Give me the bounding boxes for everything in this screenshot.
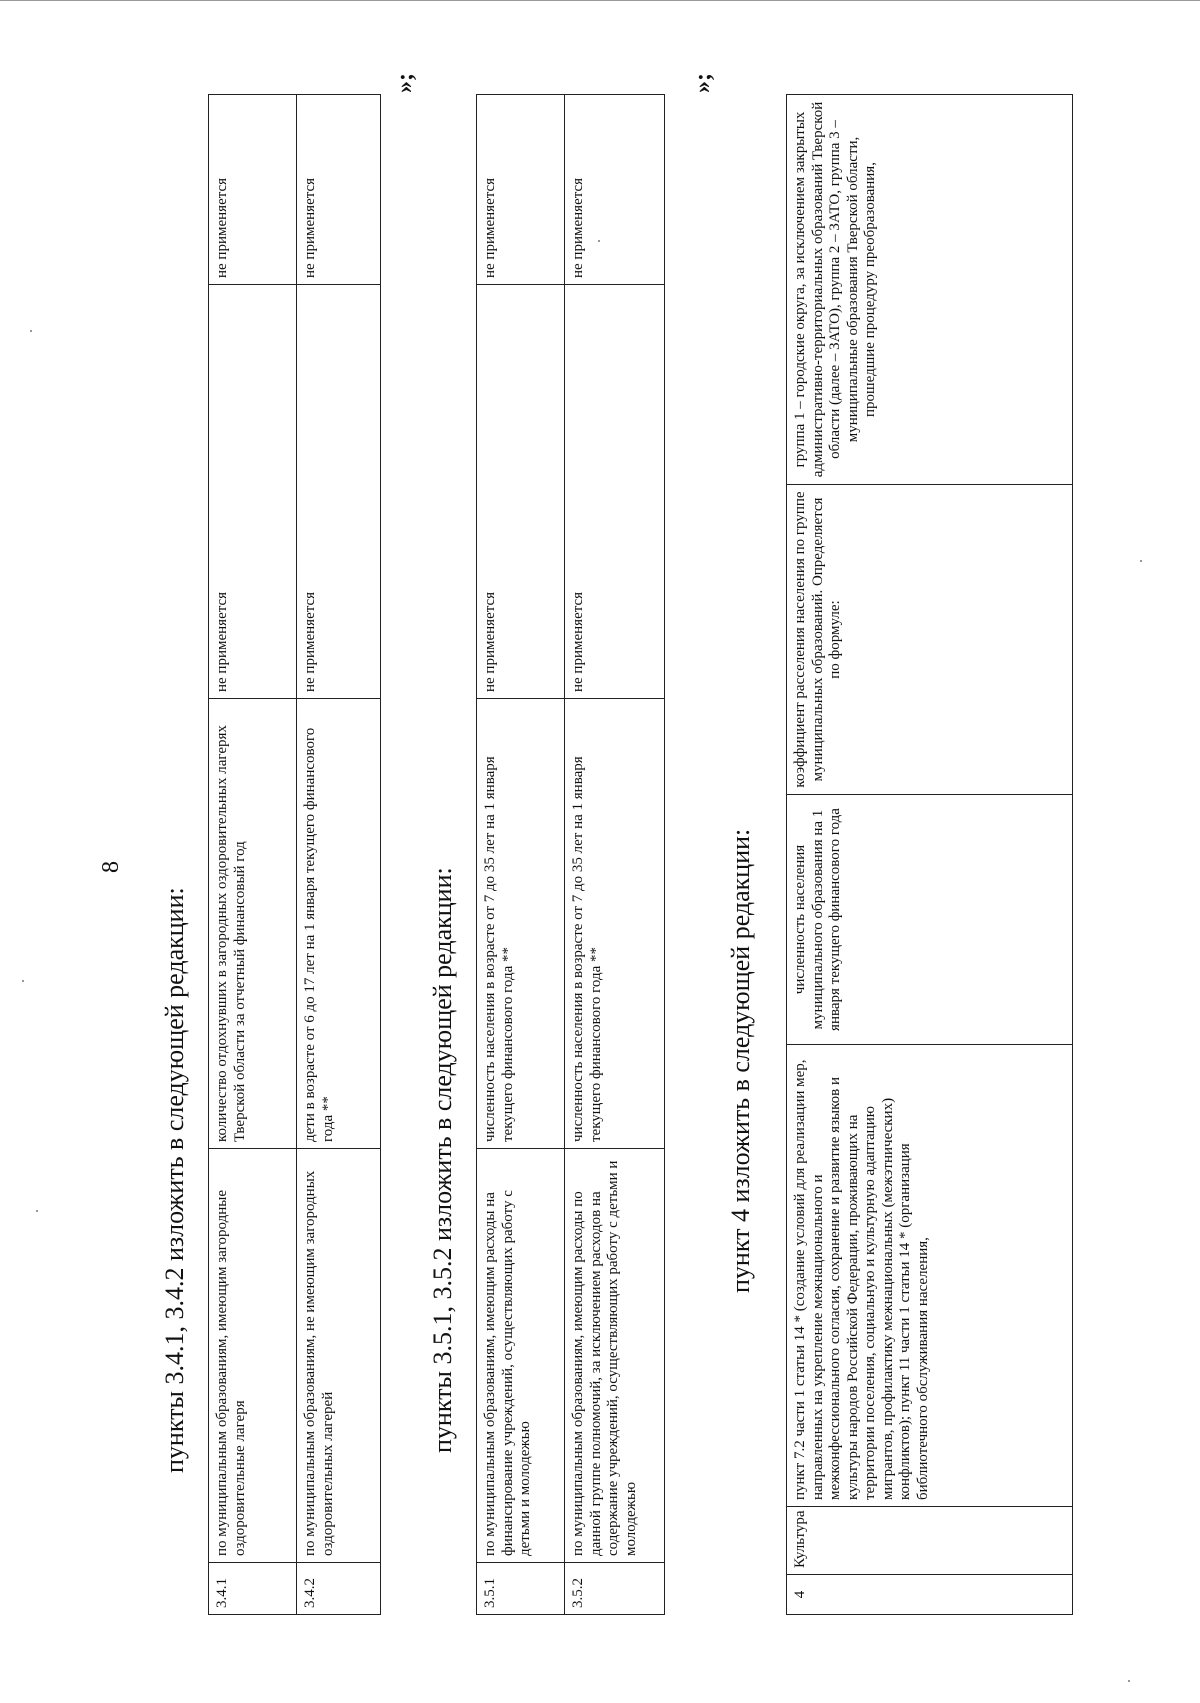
section-heading-3-5: пункты 3.5.1, 3.5.2 изложить в следующей редакции: — [428, 867, 457, 1453]
row-groups: не применяется — [209, 95, 297, 285]
row-name: по муниципальным образованиям, имеющим загородные оздоровительные лагеря — [209, 1149, 297, 1563]
closing-quote: »; — [392, 73, 418, 93]
row-number: 3.5.2 — [565, 1563, 665, 1615]
table-row — [787, 95, 1073, 1615]
row-indicator: дети в возрасте от 6 до 17 лет на 1 января текущего финансового года ** — [297, 699, 381, 1149]
row-coefficient: коэффициент расселения населения по группе муниципальных образований. Определяется по формуле: — [787, 485, 1073, 795]
row-indicator: численность населения в возрасте от 7 до 35 лет на 1 января текущего финансового года ** — [477, 699, 565, 1149]
row-number: 3.4.2 — [297, 1563, 381, 1615]
row-name: по муниципальным образованиям, имеющим расходы на финансирование учреждений, осуществляющих работу с детьми и молодежью — [477, 1149, 565, 1563]
scan-speck — [22, 980, 24, 982]
section-heading-4: пункт 4 изложить в следующей редакции: — [726, 828, 755, 1293]
row-groups: не применяется — [297, 95, 381, 285]
closing-quote: »; — [690, 73, 716, 93]
row-category: Культура — [787, 1507, 1073, 1575]
table-row — [209, 95, 297, 1615]
row-name: по муниципальным образованиям, не имеющим загородных оздоровительных лагерей — [297, 1149, 381, 1563]
row-coefficient: не применяется — [297, 285, 381, 699]
row-number: 4 — [787, 1575, 1073, 1615]
scan-speck — [598, 240, 600, 242]
table-3-5 — [476, 94, 665, 1615]
table-3-4 — [208, 94, 381, 1615]
row-coefficient: не применяется — [565, 285, 665, 699]
row-coefficient: не применяется — [477, 285, 565, 699]
row-name: пункт 7.2 части 1 статьи 14 * (создание условий для реализации мер, направленных на укрепление межнационального и межконфессионального согласия, сохранение и развитие языков и культуры народов Российской Федерации, проживающих на территории поселения, социальную и культурную адаптацию мигрантов, профилактику межнациональных (межэтнических) конфликтов); пункт 11 части 1 статьи 14 * (организация библиотечного обслуживания населения, — [787, 1045, 1073, 1507]
scan-edge-line — [0, 0, 1200, 1]
page-number: 8 — [98, 861, 124, 873]
row-name: по муниципальным образованиям, имеющим расходы по данной группе полномочий, за исключением расходов на содержание учреждений, осуществляющих работу с детьми и молодежью — [565, 1149, 665, 1563]
table-row — [477, 95, 565, 1615]
table-4 — [786, 94, 1073, 1615]
row-groups: не применяется — [565, 95, 665, 285]
section-heading-3-4: пункты 3.4.1, 3.4.2 изложить в следующей редакции: — [160, 887, 189, 1473]
scan-speck — [1128, 1680, 1130, 1682]
scan-speck — [30, 330, 32, 332]
table-row — [565, 95, 665, 1615]
row-groups: группа 1 – городские округа, за исключением закрытых административно-территориальных образований Тверской области (далее – ЗАТО), группа 2 – ЗАТО, группа 3 – муниципальные образования Тверской области, прошедшие процедуру преобразования, — [787, 95, 1073, 485]
row-indicator: количество отдохнувших в загородных оздоровительных лагерях Тверской области за отчетный финансовый год — [209, 699, 297, 1149]
row-coefficient: не применяется — [209, 285, 297, 699]
row-number: 3.4.1 — [209, 1563, 297, 1615]
scan-speck — [1140, 560, 1142, 562]
row-number: 3.5.1 — [477, 1563, 565, 1615]
table-row — [297, 95, 381, 1615]
row-indicator: численность населения в возрасте от 7 до 35 лет на 1 января текущего финансового года ** — [565, 699, 665, 1149]
scan-speck — [36, 1210, 38, 1212]
row-groups: не применяется — [477, 95, 565, 285]
row-indicator: численность населения муниципального образования на 1 января текущего финансового года — [787, 795, 1073, 1045]
